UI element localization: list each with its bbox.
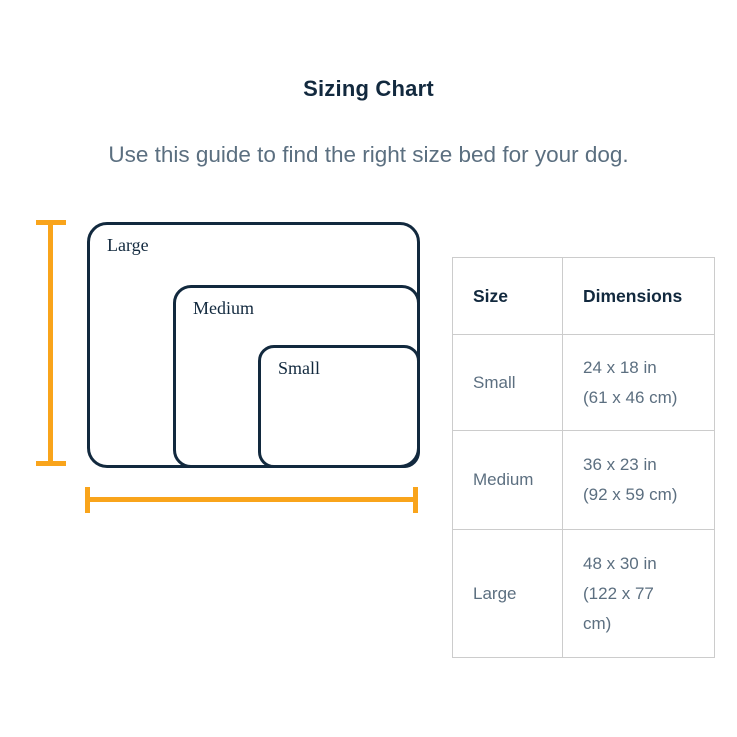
dimensions-line: 36 x 23 in [583, 455, 657, 474]
dimensions-line: 48 x 30 in [583, 553, 657, 573]
dimensions-line: (61 x 46 cm) [583, 387, 678, 407]
height-measure-line [36, 220, 66, 466]
measure-bar-vertical [48, 220, 53, 466]
dimensions-cell [563, 335, 715, 431]
size-cell: Medium [453, 431, 563, 530]
width-measure-line [85, 487, 418, 513]
page-subtitle: Use this guide to find the right size bed for your dog. [108, 142, 629, 167]
dimensions-line: (92 x 59 cm) [583, 485, 678, 504]
dimensions-line: (122 x 77 [583, 583, 654, 603]
bed-label-small: Small [278, 358, 321, 378]
dimensions-cell [563, 431, 715, 530]
size-cell: Small [453, 335, 563, 431]
page-title: Sizing Chart [303, 76, 434, 101]
table-header-dimensions: Dimensions [563, 258, 715, 335]
table-header-row [453, 258, 715, 335]
table-header-size: Size [453, 258, 563, 335]
table-row-large [453, 530, 715, 658]
bed-label-medium: Medium [193, 298, 254, 318]
table-row-small [453, 335, 715, 431]
size-cell: Large [453, 530, 563, 658]
measure-bar-horizontal [85, 497, 418, 502]
bed-label-large: Large [107, 235, 149, 255]
bed-outline-small [258, 345, 420, 468]
dimensions-line: 24 x 18 in [583, 357, 657, 377]
sizing-table [452, 257, 715, 658]
measure-cap-bottom [36, 461, 66, 466]
dimensions-line: cm) [583, 613, 612, 633]
dimensions-cell [563, 530, 715, 658]
measure-cap-right [413, 487, 418, 513]
table-row-medium [453, 431, 715, 530]
